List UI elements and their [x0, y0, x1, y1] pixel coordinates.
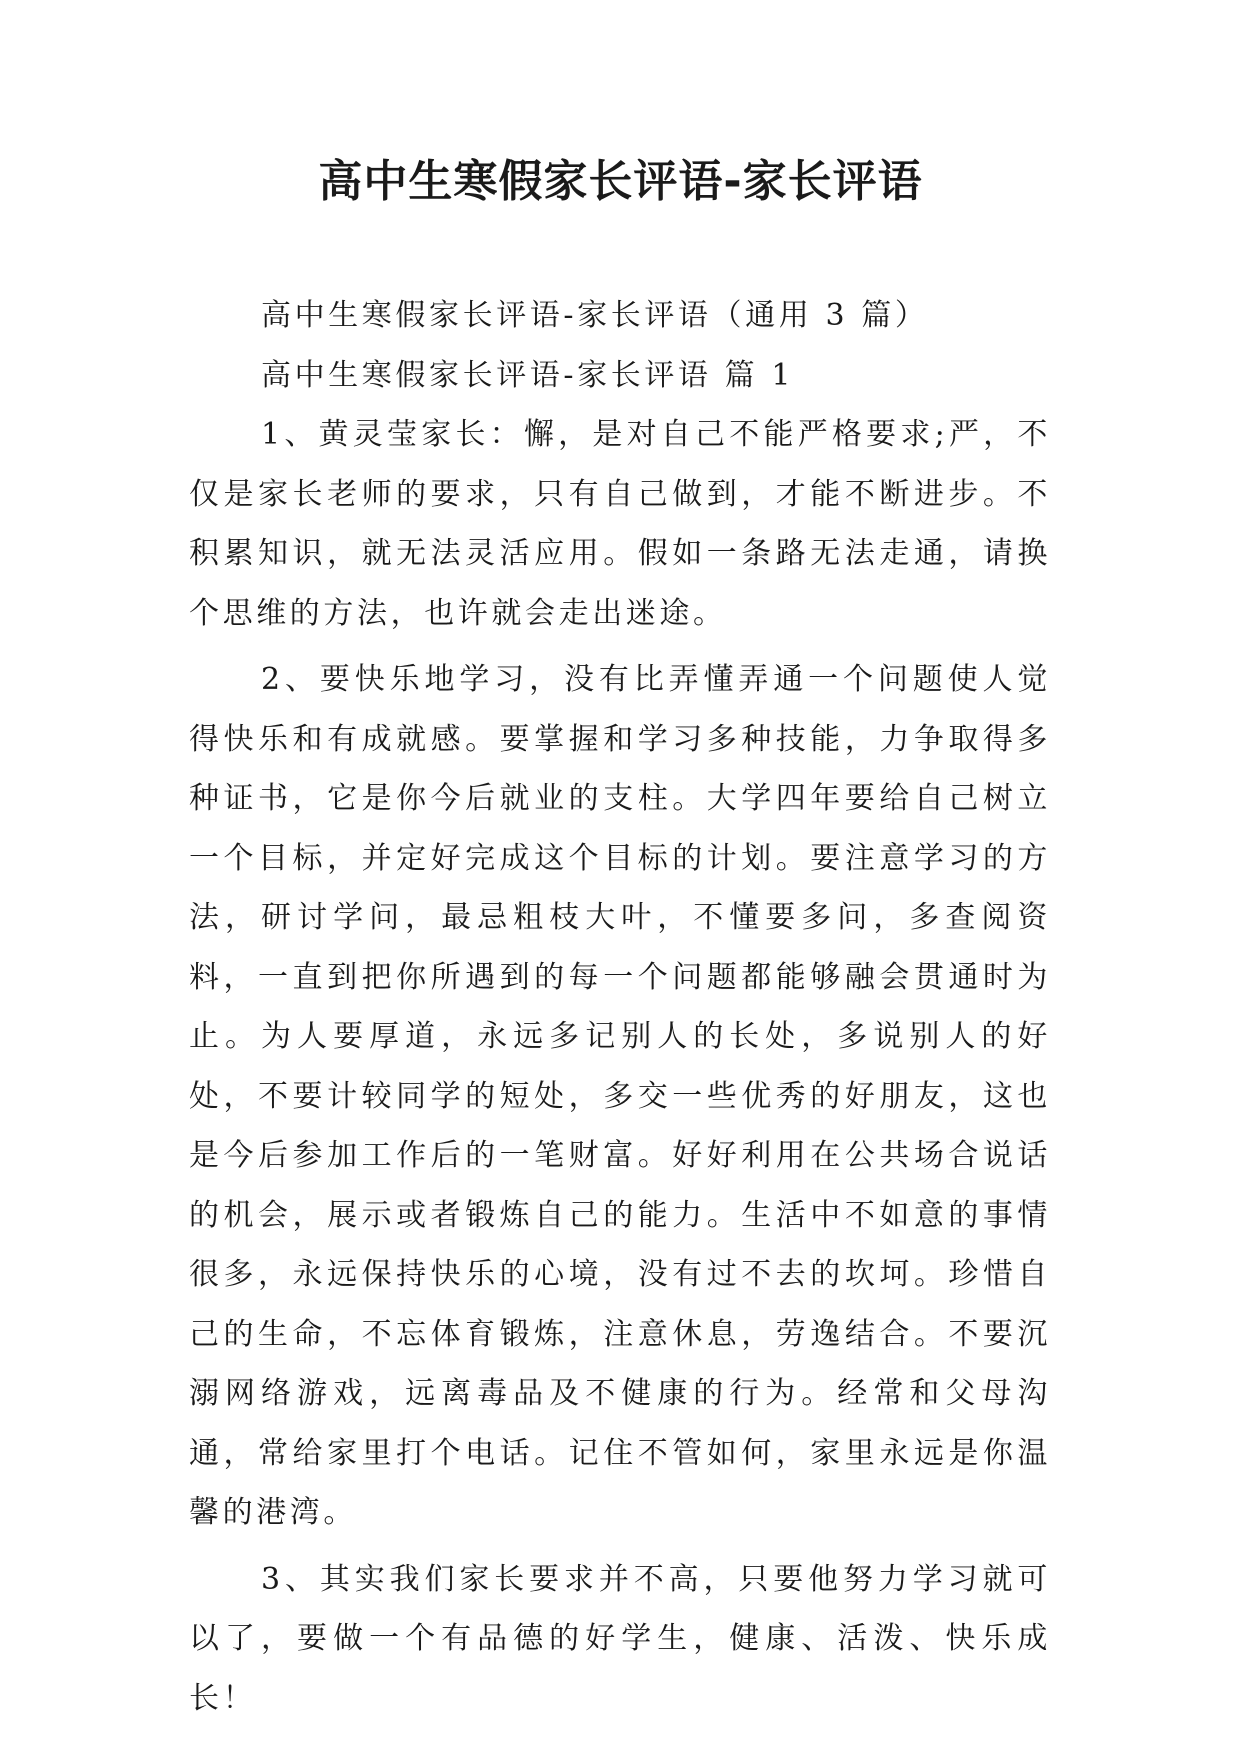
document-title: 高中生寒假家长评语-家长评语	[318, 156, 923, 207]
section-heading: 高中生寒假家长评语-家长评语 篇 1	[261, 357, 795, 393]
body-paragraph-1: 1、黄灵莹家长：懈，是对自己不能严格要求;严，不仅是家长老师的要求，只有自己做到，才能不断进步。不积累知识，就无法灵活应用。假如一条路无法走通，请换个思维的方法，也许就会走出迷途。	[189, 417, 1051, 631]
body-paragraph-3: 3、其实我们家长要求并不高，只要他努力学习就可以了，要做一个有品德的好学生，健康、活泼、快乐成长！	[189, 1561, 1051, 1716]
document-body	[189, 286, 1051, 1728]
subtitle-paragraph: 高中生寒假家长评语-家长评语（通用 3 篇）	[261, 298, 929, 333]
body-paragraph-2: 2、要快乐地学习，没有比弄懂弄通一个问题使人觉得快乐和有成就感。要掌握和学习多种技能，力争取得多种证书，它是你今后就业的支柱。大学四年要给自己树立一个目标，并定好完成这个目标的计划。要注意学习的方法，研讨学问，最忌粗枝大叶，不懂要多问，多查阅资料，一直到把你所遇到的每一个问题都能够融会贯通时为止。为人要厚道，永远多记别人的长处，多说别人的好处，不要计较同学的短处，多交一些优秀的好朋友，这也是今后参加工作后的一笔财富。好好利用在公共场合说话的机会，展示或者锻炼自己的能力。生活中不如意的事情很多，永远保持快乐的心境，没有过不去的坎坷。珍惜自己的生命，不忘体育锻炼，注意休息，劳逸结合。不要沉溺网络游戏，远离毒品及不健康的行为。经常和父母沟通，常给家里打个电话。记住不管如何，家里永远是你温馨的港湾。	[189, 662, 1051, 1530]
